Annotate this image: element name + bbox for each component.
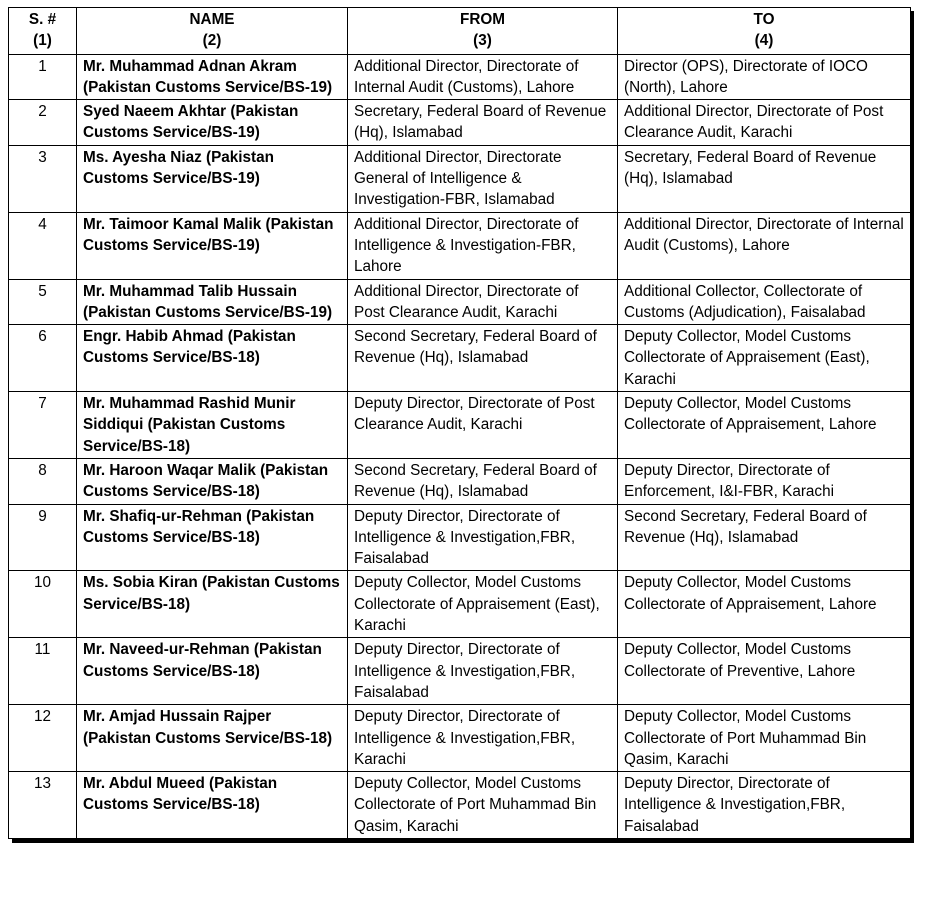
officer-name-cell: Mr. Shafiq-ur-Rehman (Pakistan Customs Service/BS-18) xyxy=(77,504,348,571)
header-to xyxy=(618,8,911,55)
serial-number-cell: 10 xyxy=(9,571,77,638)
to-posting-cell: Secretary, Federal Board of Revenue (Hq), Islamabad xyxy=(618,145,911,212)
table-row xyxy=(9,458,911,504)
table-row xyxy=(9,325,911,392)
to-posting-cell: Deputy Collector, Model Customs Collectorate of Appraisement, Lahore xyxy=(618,392,911,459)
from-posting-cell: Additional Director, Directorate General of Intelligence & Investigation-FBR, Islamabad xyxy=(348,145,618,212)
serial-number-cell: 7 xyxy=(9,392,77,459)
officer-name-cell: Mr. Muhammad Rashid Munir Siddiqui (Pakistan Customs Service/BS-18) xyxy=(77,392,348,459)
header-serial-number xyxy=(9,8,77,55)
officer-name-cell: Mr. Muhammad Talib Hussain (Pakistan Customs Service/BS-19) xyxy=(77,279,348,325)
header-title: S. # xyxy=(28,11,57,28)
to-posting-cell: Deputy Director, Directorate of Intelligence & Investigation,FBR, Faisalabad xyxy=(618,772,911,839)
officer-name-cell: Ms. Sobia Kiran (Pakistan Customs Service/BS-18) xyxy=(77,571,348,638)
serial-number-cell: 8 xyxy=(9,458,77,504)
from-posting-cell: Deputy Collector, Model Customs Collectorate of Port Muhammad Bin Qasim, Karachi xyxy=(348,772,618,839)
header-title: TO xyxy=(753,11,775,28)
from-posting-cell: Deputy Director, Directorate of Intelligence & Investigation,FBR, Karachi xyxy=(348,705,618,772)
header-row xyxy=(9,8,911,55)
header-title: FROM xyxy=(459,11,506,28)
from-posting-cell: Additional Director, Directorate of Intelligence & Investigation-FBR, Lahore xyxy=(348,212,618,279)
from-posting-cell: Additional Director, Directorate of Post Clearance Audit, Karachi xyxy=(348,279,618,325)
header-from xyxy=(348,8,618,55)
from-posting-cell: Second Secretary, Federal Board of Revenue (Hq), Islamabad xyxy=(348,458,618,504)
officer-name-cell: Syed Naeem Akhtar (Pakistan Customs Service/BS-19) xyxy=(77,100,348,146)
serial-number-cell: 6 xyxy=(9,325,77,392)
table-row xyxy=(9,772,911,839)
serial-number-cell: 5 xyxy=(9,279,77,325)
officer-name-cell: Mr. Abdul Mueed (Pakistan Customs Service/BS-18) xyxy=(77,772,348,839)
header-column-number: (2) xyxy=(202,32,222,50)
serial-number-cell: 9 xyxy=(9,504,77,571)
table-body xyxy=(9,54,911,838)
header-column-number: (1) xyxy=(33,32,52,50)
to-posting-cell: Deputy Director, Directorate of Enforcement, I&I-FBR, Karachi xyxy=(618,458,911,504)
serial-number-cell: 1 xyxy=(9,54,77,100)
to-posting-cell: Deputy Collector, Model Customs Collectorate of Appraisement, Lahore xyxy=(618,571,911,638)
officer-name-cell: Ms. Ayesha Niaz (Pakistan Customs Service/BS-19) xyxy=(77,145,348,212)
serial-number-cell: 11 xyxy=(9,638,77,705)
table-row xyxy=(9,279,911,325)
officer-name-cell: Mr. Naveed-ur-Rehman (Pakistan Customs Service/BS-18) xyxy=(77,638,348,705)
from-posting-cell: Secretary, Federal Board of Revenue (Hq), Islamabad xyxy=(348,100,618,146)
serial-number-cell: 2 xyxy=(9,100,77,146)
to-posting-cell: Director (OPS), Directorate of IOCO (North), Lahore xyxy=(618,54,911,100)
header-name xyxy=(77,8,348,55)
to-posting-cell: Deputy Collector, Model Customs Collectorate of Preventive, Lahore xyxy=(618,638,911,705)
table-row xyxy=(9,705,911,772)
to-posting-cell: Deputy Collector, Model Customs Collectorate of Appraisement (East), Karachi xyxy=(618,325,911,392)
from-posting-cell: Deputy Director, Directorate of Intelligence & Investigation,FBR, Faisalabad xyxy=(348,504,618,571)
table-header xyxy=(9,8,911,55)
to-posting-cell: Additional Director, Directorate of Post Clearance Audit, Karachi xyxy=(618,100,911,146)
table-row xyxy=(9,392,911,459)
from-posting-cell: Deputy Director, Directorate of Intelligence & Investigation,FBR, Faisalabad xyxy=(348,638,618,705)
officer-name-cell: Mr. Amjad Hussain Rajper (Pakistan Customs Service/BS-18) xyxy=(77,705,348,772)
header-title: NAME xyxy=(189,11,235,28)
officer-name-cell: Engr. Habib Ahmad (Pakistan Customs Service/BS-18) xyxy=(77,325,348,392)
transfer-posting-document xyxy=(8,7,910,839)
to-posting-cell: Additional Collector, Collectorate of Customs (Adjudication), Faisalabad xyxy=(618,279,911,325)
officer-name-cell: Mr. Haroon Waqar Malik (Pakistan Customs Service/BS-18) xyxy=(77,458,348,504)
table-row xyxy=(9,504,911,571)
from-posting-cell: Deputy Collector, Model Customs Collectorate of Appraisement (East), Karachi xyxy=(348,571,618,638)
from-posting-cell: Second Secretary, Federal Board of Revenue (Hq), Islamabad xyxy=(348,325,618,392)
to-posting-cell: Second Secretary, Federal Board of Revenue (Hq), Islamabad xyxy=(618,504,911,571)
table-row xyxy=(9,145,911,212)
serial-number-cell: 12 xyxy=(9,705,77,772)
table-row xyxy=(9,638,911,705)
from-posting-cell: Additional Director, Directorate of Internal Audit (Customs), Lahore xyxy=(348,54,618,100)
serial-number-cell: 13 xyxy=(9,772,77,839)
serial-number-cell: 4 xyxy=(9,212,77,279)
header-column-number: (3) xyxy=(473,32,492,50)
serial-number-cell: 3 xyxy=(9,145,77,212)
to-posting-cell: Deputy Collector, Model Customs Collectorate of Port Muhammad Bin Qasim, Karachi xyxy=(618,705,911,772)
transfers-table xyxy=(8,7,911,839)
table-row xyxy=(9,54,911,100)
officer-name-cell: Mr. Taimoor Kamal Malik (Pakistan Customs Service/BS-19) xyxy=(77,212,348,279)
table-row xyxy=(9,212,911,279)
table-row xyxy=(9,571,911,638)
officer-name-cell: Mr. Muhammad Adnan Akram (Pakistan Customs Service/BS-19) xyxy=(77,54,348,100)
table-row xyxy=(9,100,911,146)
to-posting-cell: Additional Director, Directorate of Internal Audit (Customs), Lahore xyxy=(618,212,911,279)
from-posting-cell: Deputy Director, Directorate of Post Clearance Audit, Karachi xyxy=(348,392,618,459)
header-column-number: (4) xyxy=(754,32,774,50)
